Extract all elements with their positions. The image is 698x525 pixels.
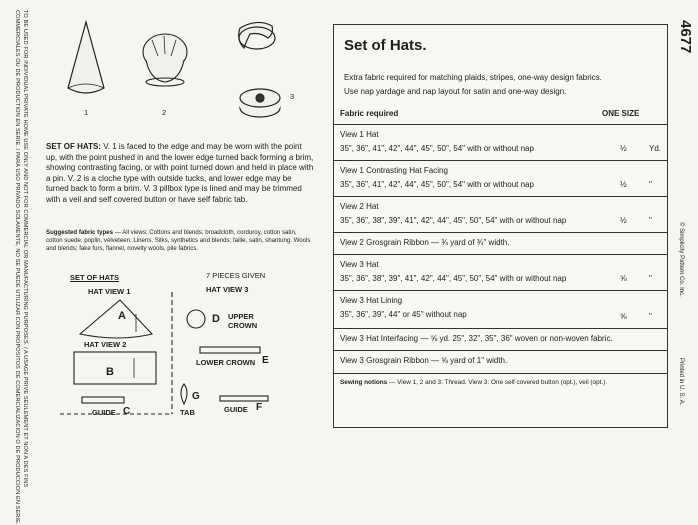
requirement-row (334, 232, 667, 255)
piece-e-letter: E (262, 355, 269, 366)
description-text: V. 1 is faced to the edge and may be worn with the point up, with the point pushed in and the lower edge turned back forming a brim, showing contrasting facing, or with point turned down and held in place with a pin. V. 2 is a cloche type with outside tucks, and lower edge may be turned back to form a brim. V. 3 pillbox type is lined and may be trimmed with a veil and self covered button or have self fabric tab. (46, 142, 314, 204)
panel-note-1: Extra fabric required for matching plaids, stripes, one-way design fabrics. (344, 73, 602, 82)
row-title: View 2 Grosgrain Ribbon — ¾ yard of ¾" width. (340, 238, 510, 247)
upper-crown-label: UPPER CROWN (228, 312, 258, 330)
hat-view3-drawing (239, 22, 280, 117)
piece-c-shape (82, 397, 124, 403)
requirement-row (334, 124, 667, 161)
piece-f-shape (220, 396, 268, 401)
row-unit: " (649, 216, 652, 225)
piece-b-letter: B (106, 366, 114, 378)
hat-view2-label: HAT VIEW 2 (84, 340, 127, 349)
usage-notice-line-1: TO BE USED FOR INDIVIDUAL PRIVATE HOME USE ONLY AND NOT FOR COMMERCIAL OR MANUFACTURING PURPOSES. / A USAGE PRIVE SEULEMENT ET NON A DES FINS (22, 10, 28, 488)
figure-1-label: 1 (84, 108, 89, 117)
fabrics-lead: Suggested fabric types (46, 229, 114, 236)
figure-2-label: 2 (162, 108, 167, 117)
requirement-row (334, 350, 667, 374)
row-quantity: ½ (620, 180, 627, 189)
fabric-required-header: Fabric required (340, 109, 399, 118)
sewing-notions (340, 378, 655, 387)
usage-notice (6, 10, 30, 525)
piece-a-shape (80, 300, 152, 338)
row-title: View 1 Hat (340, 130, 379, 139)
piece-a-letter: A (118, 310, 126, 322)
row-widths: 35", 36", 38", 39", 41", 42", 44", 45", 50", 54" with or without nap (340, 274, 567, 283)
piece-d-letter: D (212, 313, 220, 325)
row-title: View 2 Hat (340, 202, 379, 211)
row-title: View 1 Contrasting Hat Facing (340, 166, 448, 175)
hat-view3-label: HAT VIEW 3 (206, 285, 249, 294)
pieces-given: 7 PIECES GIVEN (206, 271, 266, 280)
row-widths: 35", 36", 41", 42", 44", 45", 50", 54" with or without nap (340, 180, 534, 189)
copyright-notice: © Simplicity Pattern Co. Inc. (678, 222, 684, 297)
notions-lead: Sewing notions (340, 379, 388, 386)
row-quantity: ⅝ (620, 274, 627, 283)
suggested-fabrics (46, 229, 312, 253)
one-size-header: ONE SIZE (602, 109, 640, 118)
row-title: View 3 Grosgrain Ribbon — ⅝ yard of 1" width. (340, 356, 508, 365)
requirement-row (334, 196, 667, 233)
requirement-row (334, 160, 667, 197)
requirement-row (334, 328, 667, 351)
row-title: View 3 Hat Lining (340, 296, 403, 305)
hat-illustrations (60, 10, 320, 130)
pattern-number: 4677 (677, 20, 694, 54)
usage-notice-line-2: COMMERCIALES OU DE PRODUCTION EN SERIE. / PARA USO PRIVADO SOLAMENTE, NO SE PUEDE UTILIZAR CON PROPOSITOS DE COMERCIALIZACION O DE PRODUCCION EN SERIE. (14, 10, 20, 525)
hat-view1-drawing (68, 22, 104, 93)
pattern-pieces-diagram (60, 292, 315, 417)
tab-label: TAB (180, 408, 195, 417)
row-widths: 35", 36", 41", 42", 44", 45", 50", 54" with or without nap (340, 144, 534, 153)
piece-e-shape (200, 347, 260, 353)
guide-c-label: GUIDE (92, 408, 116, 417)
row-title: View 3 Hat Interfacing — ⅝ yd. 25", 32", 35", 36" woven or non-woven fabric. (340, 334, 613, 343)
hat-view2-drawing (143, 34, 187, 86)
layout-set-title: SET OF HATS (70, 273, 120, 282)
piece-d-shape (187, 310, 205, 328)
piece-g-shape (181, 384, 187, 404)
printed-in: Printed in U. S. A. (678, 358, 684, 406)
figure-3-label: 3 (290, 92, 295, 101)
guide-f-label: GUIDE (224, 405, 248, 414)
panel-note-2: Use nap yardage and nap layout for satin and one-way design. (344, 87, 567, 96)
piece-b-shape (74, 352, 156, 384)
requirement-row (334, 290, 667, 329)
row-unit: " (649, 180, 652, 189)
row-quantity: ⅝ (620, 312, 627, 321)
notions-text: — View 1, 2 and 3: Thread. View 3: One self covered button (opt.), veil (opt.). (387, 379, 608, 386)
lower-crown-label: LOWER CROWN (196, 358, 256, 367)
row-quantity: ½ (620, 216, 627, 225)
fabrics-text: — All views: Cottons and blends; broadcloth, corduroy, cotton satin, cotton suede, poplin, velveteen. Linens. Silks, synthetics and blends; faille, satin, shantung. Wools and blends; fake furs, flannel, novelty wools, pile fabrics. (46, 229, 311, 252)
row-widths: 35", 36", 38", 39", 41", 42", 44", 45", 50", 54" with or without nap (340, 216, 567, 225)
row-title: View 3 Hat (340, 260, 379, 269)
row-quantity: ½ (620, 144, 627, 153)
row-unit: " (649, 312, 652, 321)
piece-c-letter: C (123, 406, 131, 417)
row-widths: 35", 36", 39", 44" or 45" without nap (340, 310, 467, 319)
requirement-row (334, 254, 667, 291)
description-lead: SET OF HATS: (46, 142, 101, 151)
hat-view1-label: HAT VIEW 1 (88, 287, 131, 296)
panel-title: Set of Hats. (344, 37, 427, 54)
style-description (46, 142, 314, 206)
piece-f-letter: F (256, 402, 263, 413)
fabric-requirements-panel (333, 24, 668, 428)
row-unit: Yd. (649, 144, 662, 153)
row-unit: " (649, 274, 652, 283)
piece-g-letter: G (192, 391, 200, 402)
